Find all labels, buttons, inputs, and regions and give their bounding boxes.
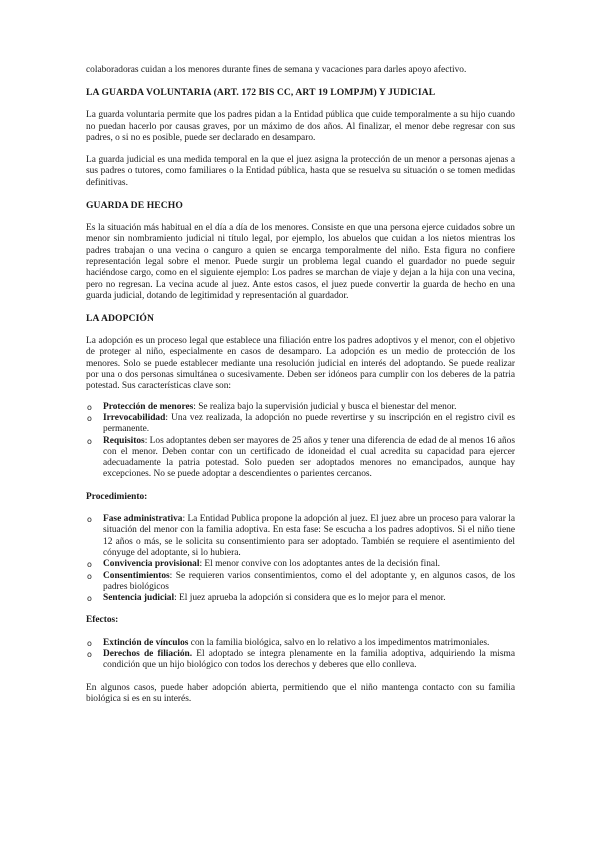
heading-efectos: Efectos:	[86, 615, 119, 626]
bullet-icon: o	[87, 594, 92, 604]
list-item-text: : La Entidad Publica propone la adopción al juez. El juez abre un proceso para valorar la situación del menor con la familia adoptiva. En esta fase: Se escucha a los padres adoptivos. Si el niño tiene 12 años o más, se le solicita su consentimiento para ser adoptado. También se requiere el asentimiento del cónyuge del adoptante, si lo hubiera.	[103, 514, 515, 558]
list-item-label: Convivencia provisional	[103, 559, 200, 570]
bullet-icon: o	[87, 638, 92, 648]
efectos-list	[86, 638, 515, 672]
list-item-text: El adoptado se integra plenamente en la familia adoptiva, adquiriendo la misma condición que un hijo biológico con todos los derechos y deberes que ello conlleva.	[103, 648, 515, 671]
list-item-text: : Se requieren varios consentimientos, como el del adoptante y, en algunos casos, de los padres biológicos	[103, 570, 515, 592]
document-body	[86, 65, 515, 705]
list-item	[86, 649, 515, 672]
heading-guarda-voluntaria: LA GUARDA VOLUNTARIA (ART. 172 BIS CC, ART 19 LOMPJM) Y JUDICIAL	[86, 87, 436, 99]
bullet-icon: o	[87, 436, 92, 446]
closing-paragraph: En algunos casos, puede haber adopción abierta, permitiendo que el niño mantenga contacto con su familia biológica si es en su interés.	[86, 682, 515, 704]
list-item-label: Fase administrativa	[103, 514, 183, 525]
list-item	[86, 514, 515, 559]
guarda-voluntaria-paragraph: La guarda voluntaria permite que los padres pidan a la Entidad pública que cuide temporalmente a su hijo cuando no puedan hacerlo por causas graves, por un máximo de dos años. Al finalizar, el menor debe regresar con sus padres, o si no es posible, puede ser declarado en desamparo.	[86, 110, 515, 143]
bullet-icon: o	[87, 515, 92, 525]
list-item-text: con la familia biológica, salvo en lo relativo a los impedimentos matrimoniales.	[188, 637, 490, 648]
list-item	[86, 559, 515, 570]
guarda-judicial-paragraph: La guarda judicial es una medida temporal en la que el juez asigna la protección de un menor a personas ajenas a sus padres o tutores, como familiares o la Entidad pública, hasta que se resuelva su situación o se tomen medidas definitivas.	[86, 155, 515, 188]
list-item-text: : Los adoptantes deben ser mayores de 25 años y tener una diferencia de edad de al menos 16 años con el menor. Deben contar con un certificado de idoneidad el cual acredita su capacidad para ejercer adecuadamente la patria potestad. Solo pueden ser adoptados menores no emancipados, aunque hay excepciones. No se puede adoptar a descendientes o parientes cercanos.	[103, 435, 515, 480]
list-item-text: : El menor convive con los adoptantes antes de la decisión final.	[199, 559, 441, 570]
heading-adopcion: LA ADOPCIÓN	[86, 313, 154, 325]
list-item-label: Requisitos	[103, 435, 145, 446]
list-item-label: Protección de menores	[103, 401, 194, 412]
list-item-text: : El juez aprueba la adopción si considera que es lo mejor para el menor.	[174, 593, 446, 604]
adopcion-characteristics-list	[86, 402, 515, 481]
adopcion-paragraph: La adopción es un proceso legal que establece una filiación entre los padres adoptivos y el menor, con el objetivo de proteger al niño, especialmente en casos de desamparo. La adopción es un medio de protección de los menores. Solo se puede establecer mediante una resolución judicial en interés del adoptando. Se puede realizar por una o dos personas simultánea o sucesivamente. Deben ser idóneos para cumplir con los deberes de la patria potestad. Sus características clave son:	[86, 336, 515, 392]
list-item	[86, 413, 515, 436]
bullet-icon: o	[87, 571, 92, 581]
bullet-icon: o	[87, 402, 92, 412]
bullet-icon: o	[87, 413, 92, 423]
heading-guarda-hecho: GUARDA DE HECHO	[86, 200, 183, 212]
list-item	[86, 436, 515, 481]
list-item	[86, 593, 515, 604]
list-item-label: Extinción de vínculos	[103, 637, 189, 648]
intro-paragraph: colaboradoras cuidan a los menores durante fines de semana y vacaciones para darles apoyo afectivo.	[86, 65, 467, 75]
list-item-label: Sentencia judicial	[103, 593, 175, 604]
list-item-label: Consentimientos	[103, 570, 170, 581]
bullet-icon: o	[87, 560, 92, 570]
heading-procedimiento: Procedimiento:	[86, 491, 148, 502]
list-item	[86, 402, 515, 413]
list-item	[86, 571, 515, 594]
list-item-label: Derechos de filiación.	[103, 648, 193, 659]
guarda-hecho-paragraph: Es la situación más habitual en el día a día de los menores. Consiste en que una persona ejerce cuidados sobre un menor sin nombramiento judicial ni título legal, por ejemplo, los abuelos que cuidan a los nietos mientras los padres trabajan o una vecina o canguro a quien se encarga temporalmente del niño. Esta figura no confiere representación legal sobre el menor. Puede surgir un problema legal cuando el guardador no puede seguir haciéndose cargo, como en el siguiente ejemplo: Los padres se marchan de viaje y dejan a la hija con una vecina, pero no regresan. La vecina acude al juez. Ante estos casos, el juez puede convertir la guarda de hecho en una guarda judicial, dotando de legitimidad y representación al guardador.	[86, 223, 515, 301]
list-item-text: : Una vez realizada, la adopción no puede revertirse y su inscripción en el registro civil es permanente.	[103, 412, 515, 435]
list-item-label: Irrevocabilidad	[103, 412, 166, 423]
bullet-icon: o	[87, 649, 92, 659]
procedimiento-list	[86, 514, 515, 604]
list-item-text: : Se realiza bajo la supervisión judicial y busca el bienestar del menor.	[193, 401, 457, 412]
list-item	[86, 638, 515, 649]
